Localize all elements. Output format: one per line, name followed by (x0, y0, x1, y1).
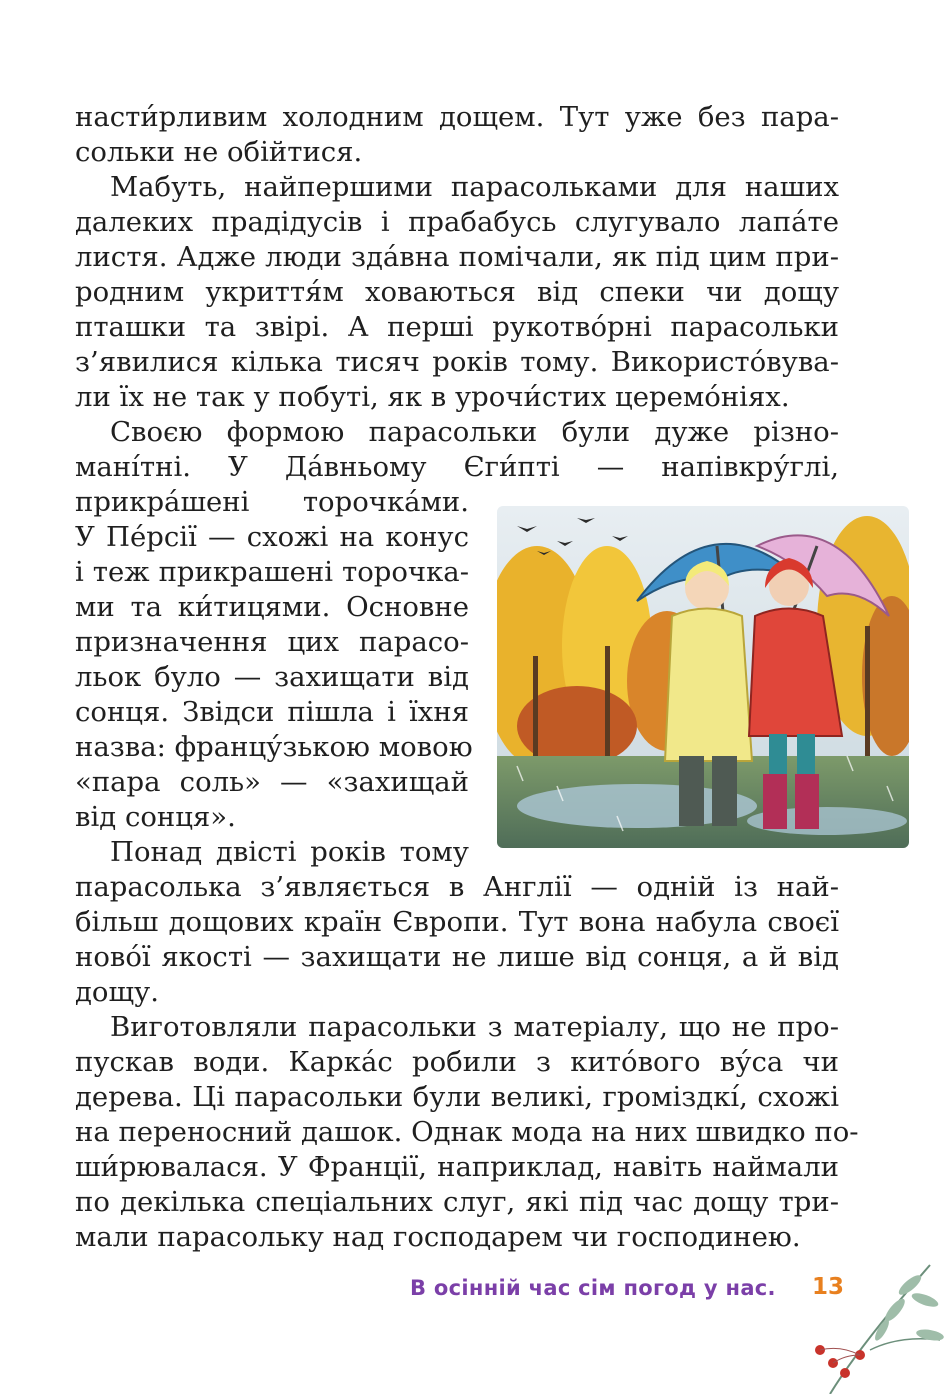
text-line: мали парасольку над господарем чи господинею. (75, 1221, 801, 1253)
illustration-children-umbrellas (497, 506, 909, 848)
text-line: насти́рливим холодним дощем. Тут уже без пара- (75, 101, 839, 133)
text-line: сольки не обійтися. (75, 136, 363, 168)
text-line: «пара соль» — «захищай (75, 766, 469, 798)
text-line: Своєю формою парасольки були дуже різно- (110, 416, 839, 448)
text-line: ли їх не так у побуті, як в урочи́стих церемо́ніях. (75, 381, 790, 413)
text-line: льок було — захищати від (75, 661, 469, 693)
text-line: і теж прикрашені торочка- (75, 556, 469, 588)
text-line: листя. Адже люди зда́вна помічали, як під цим при- (75, 241, 839, 273)
text-line: ми та ки́тицями. Основне (75, 591, 469, 623)
text-line: родним укриття́м ховаються від спеки чи дощу (75, 276, 839, 308)
text-line: більш дощових країн Європи. Тут вона набула своєї (75, 906, 839, 938)
text-line: ши́рювалася. У Франції, наприклад, навіть наймали (75, 1151, 839, 1183)
page-number: 13 (812, 1274, 845, 1300)
text-line: сонця. Звідси пішла і їхня (75, 696, 469, 728)
text-line: від сонця». (75, 801, 236, 833)
text-line: мані́тні. У Да́вньому Єги́пті — напівкру́глі, (75, 451, 839, 483)
text-line: Понад двісті років тому (110, 836, 469, 868)
text-line: з’явилися кілька тисяч років тому. Використо́вува- (75, 346, 839, 378)
text-line: прикра́шені торочка́ми. (75, 486, 469, 518)
text-line: дерева. Ці парасольки були великі, громіздкі́, схожі (75, 1081, 839, 1113)
text-line: У Пе́рсії — схожі на конус (75, 521, 469, 553)
text-line: далеких прадідусів і прабабусь слугувало лапа́те (75, 206, 839, 238)
text-line: на переносний дашок. Однак мода на них швидко по- (75, 1116, 859, 1148)
text-line: парасолька з’являється в Англії — одній із най- (75, 871, 839, 903)
text-line: пускав води. Карка́с робили з кито́вого ву́са чи (75, 1046, 839, 1078)
text-line: назва: францу́зькою мовою (75, 731, 473, 763)
text-line: дощу. (75, 976, 159, 1008)
text-line: Мабуть, найпершими парасольками для наших (110, 171, 839, 203)
text-line: ново́ї якості — захищати не лише від сонця, а й від (75, 941, 839, 973)
text-line: пташки та звірі. А перші рукотво́рні парасольки (75, 311, 839, 343)
text-line: Виготовляли парасольки з матеріалу, що не про- (110, 1011, 839, 1043)
decorative-branch-icon (800, 1255, 952, 1394)
text-line: по декілька спеціальних слуг, які під час дощу три- (75, 1186, 839, 1218)
footer-proverb: В осінній час сім погод у нас. (410, 1276, 776, 1300)
text-line: призначення цих парасо- (75, 626, 469, 658)
